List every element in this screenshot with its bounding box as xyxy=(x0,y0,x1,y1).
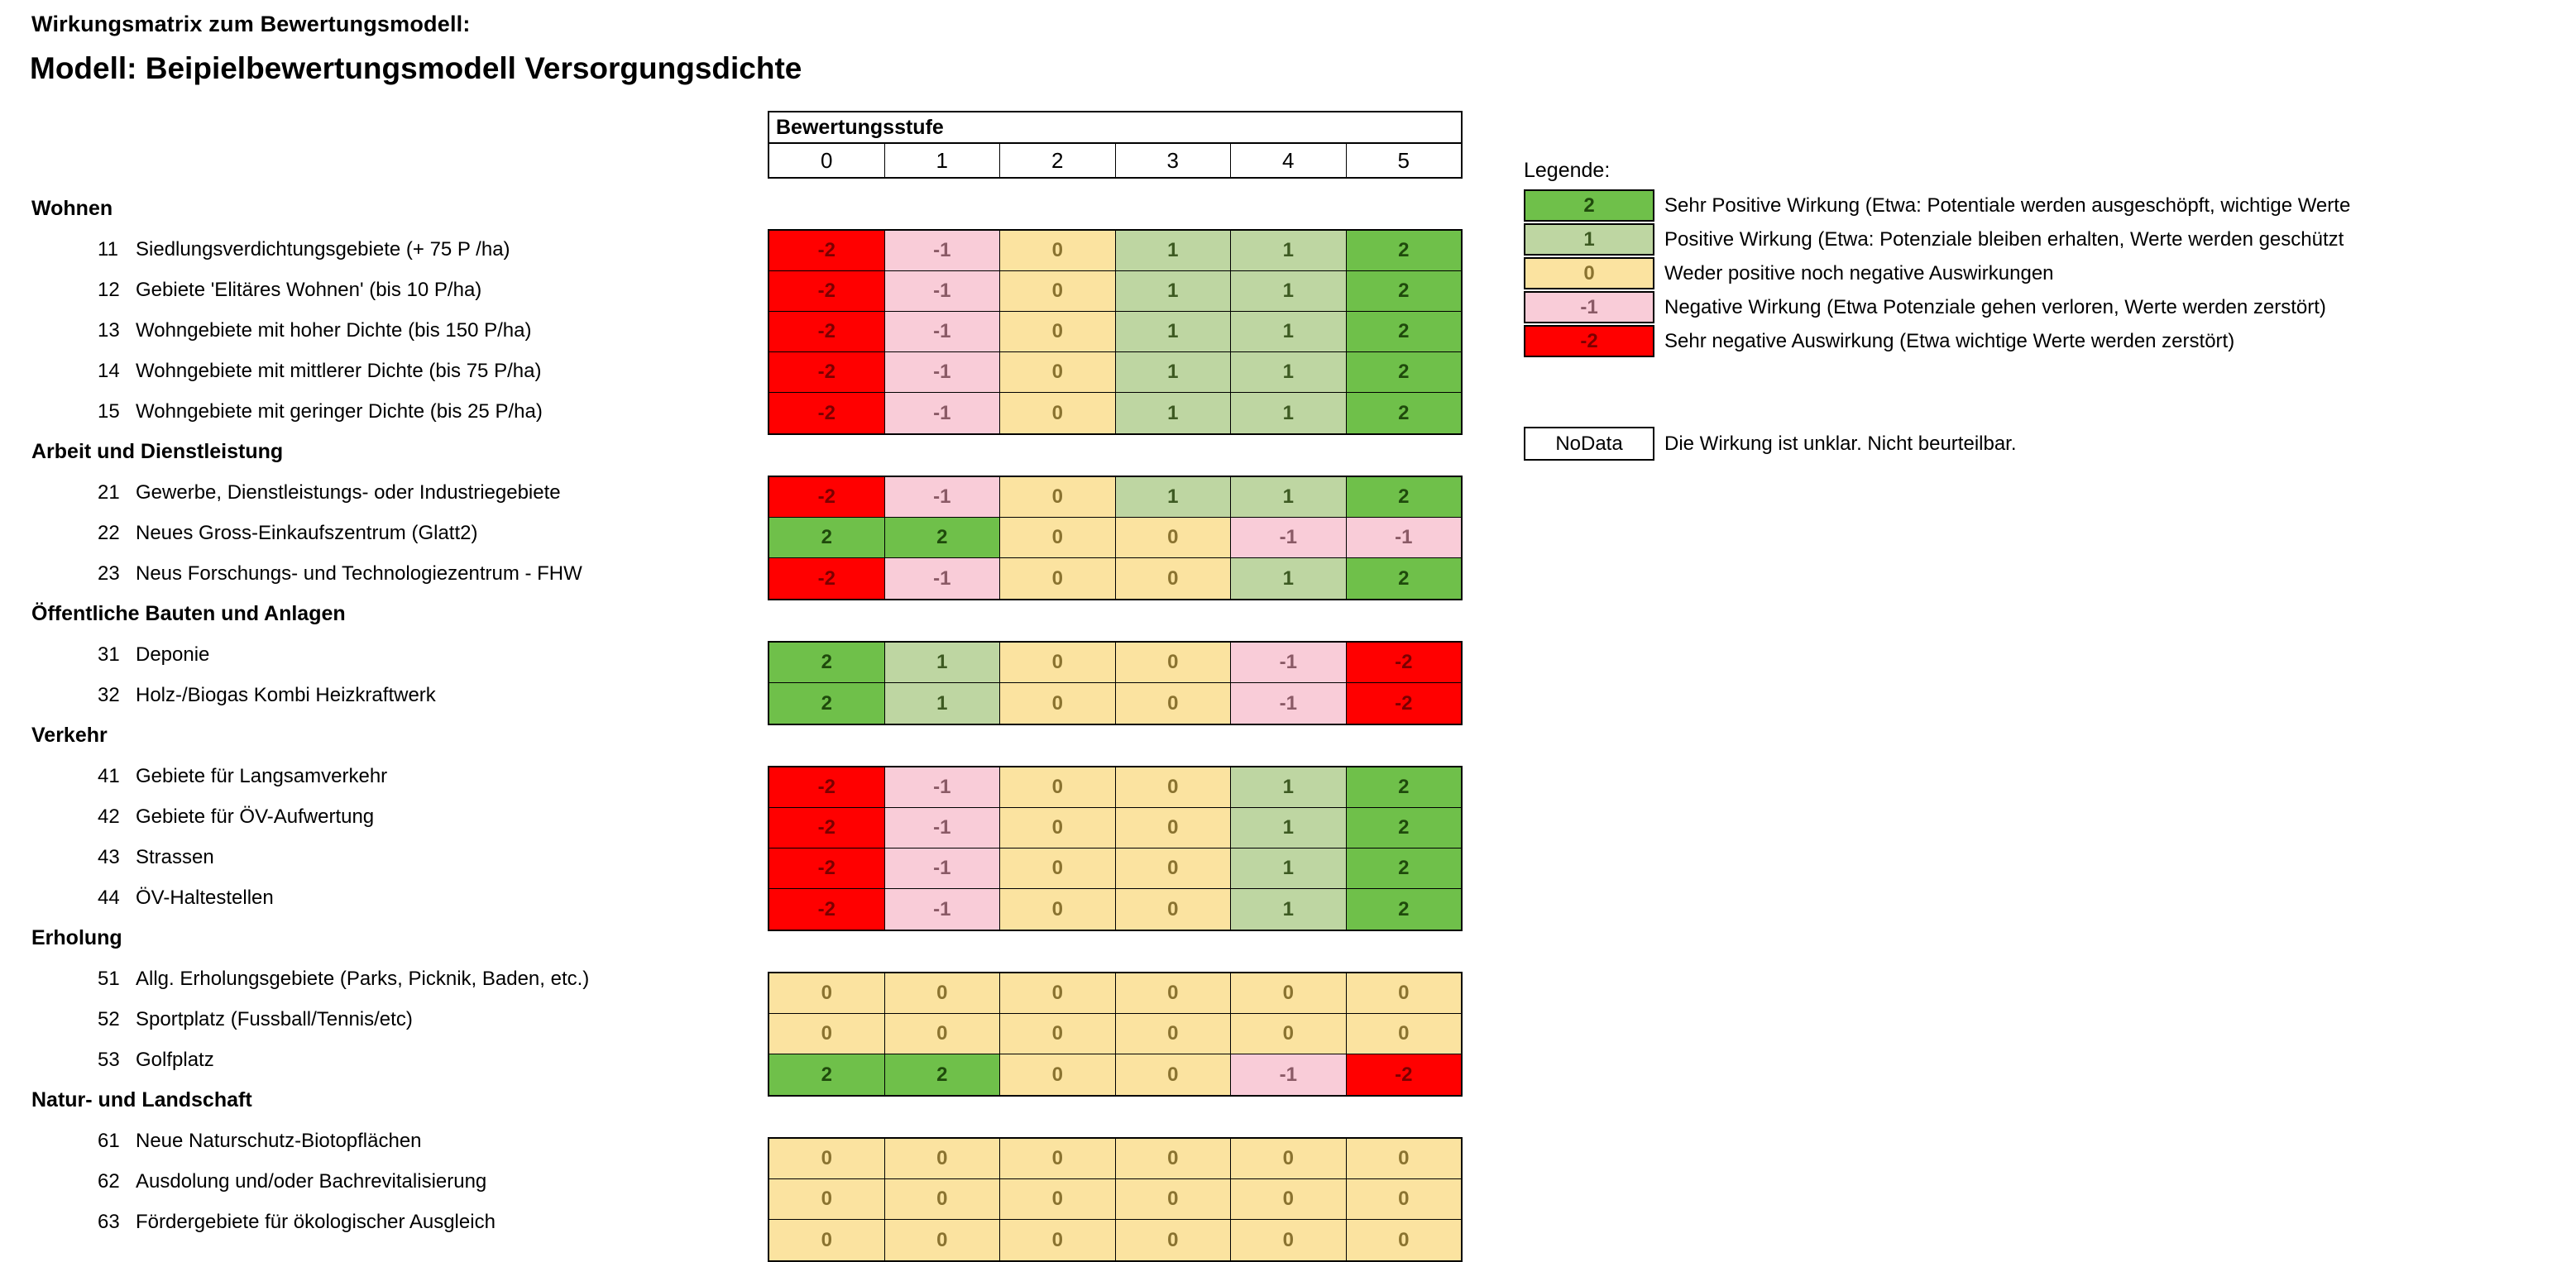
table-row xyxy=(769,1139,1461,1179)
matrix-cell: 0 xyxy=(1347,1014,1462,1054)
list-item xyxy=(0,553,761,594)
table-row xyxy=(769,889,1461,930)
row-label: Neus Forschungs- und Technologiezentrum - FHW xyxy=(136,562,582,585)
matrix-cell: 0 xyxy=(1116,558,1232,599)
row-number: 12 xyxy=(98,279,120,301)
legend-row xyxy=(1524,324,2350,358)
matrix-cell: -1 xyxy=(885,808,1001,848)
value-block xyxy=(768,766,1463,931)
row-label: Golfplatz xyxy=(136,1049,214,1071)
matrix-cell: 2 xyxy=(1347,231,1462,270)
legend-text: Sehr negative Auswirkung (Etwa wichtige Werte werden zerstört) xyxy=(1664,329,2235,352)
table-row xyxy=(769,352,1461,393)
matrix-cell: 0 xyxy=(1000,1179,1116,1219)
list-item xyxy=(0,472,761,513)
matrix-cell: 0 xyxy=(1231,973,1347,1013)
row-label: Gebiete für Langsamverkehr xyxy=(136,765,388,787)
matrix-cell: 0 xyxy=(885,1179,1001,1219)
matrix-cell: 2 xyxy=(769,683,885,724)
list-item xyxy=(0,391,761,432)
matrix-cell: -2 xyxy=(1347,643,1462,682)
matrix-cell: 0 xyxy=(1347,1139,1462,1178)
list-item xyxy=(0,877,761,918)
legend-row xyxy=(1524,290,2350,324)
table-row xyxy=(769,312,1461,352)
table-row xyxy=(769,393,1461,433)
matrix-cell: 0 xyxy=(885,973,1001,1013)
matrix-cell: 0 xyxy=(1000,271,1116,311)
list-item xyxy=(0,1121,761,1161)
matrix-cell: 1 xyxy=(1116,312,1232,351)
column-header-4: 4 xyxy=(1231,144,1347,177)
matrix-cell: 0 xyxy=(1116,518,1232,557)
matrix-cell: 0 xyxy=(1000,889,1116,930)
row-label: Ausdolung und/oder Bachrevitalisierung xyxy=(136,1170,487,1193)
matrix-row-labels xyxy=(0,189,761,1242)
row-number: 15 xyxy=(98,400,120,423)
matrix-cell: -2 xyxy=(1347,1054,1462,1095)
matrix-cell: 0 xyxy=(1000,393,1116,433)
matrix-cell: 1 xyxy=(1231,352,1347,392)
legend-nodata-swatch: NoData xyxy=(1524,427,1654,461)
matrix-cell: 0 xyxy=(1116,643,1232,682)
matrix-cell: 0 xyxy=(769,973,885,1013)
table-row xyxy=(769,1220,1461,1260)
matrix-cell: -2 xyxy=(769,889,885,930)
legend-text: Weder positive noch negative Auswirkungen xyxy=(1664,261,2054,284)
group-heading: Öffentliche Bauten und Anlagen xyxy=(31,602,346,625)
matrix-cell: 1 xyxy=(1116,352,1232,392)
matrix-cell: 1 xyxy=(1116,271,1232,311)
matrix-cell: 0 xyxy=(1116,1179,1232,1219)
matrix-cell: 2 xyxy=(885,518,1001,557)
matrix-cell: 0 xyxy=(1116,1220,1232,1260)
row-number: 51 xyxy=(98,968,120,990)
block-spacer xyxy=(768,189,1463,229)
matrix-cell: 0 xyxy=(1000,973,1116,1013)
matrix-column-headers xyxy=(768,144,1463,179)
row-label: Neues Gross-Einkaufszentrum (Glatt2) xyxy=(136,522,478,544)
matrix-cell: 2 xyxy=(769,518,885,557)
matrix-cell: 0 xyxy=(769,1220,885,1260)
matrix-cell: -1 xyxy=(885,477,1001,517)
group-heading: Verkehr xyxy=(31,724,108,747)
matrix-cell: -2 xyxy=(769,352,885,392)
row-number: 52 xyxy=(98,1008,120,1030)
document-subtitle: Wirkungsmatrix zum Bewertungsmodell: xyxy=(31,12,471,36)
matrix-cell: -2 xyxy=(1347,683,1462,724)
matrix-cell: 2 xyxy=(1347,271,1462,311)
group-heading: Wohnen xyxy=(31,197,113,220)
matrix-cell: 2 xyxy=(1347,352,1462,392)
matrix-cell: 0 xyxy=(1000,312,1116,351)
row-label: Sportplatz (Fussball/Tennis/etc) xyxy=(136,1008,413,1030)
list-item xyxy=(0,1202,761,1242)
row-number: 11 xyxy=(98,238,118,261)
matrix-cell: 2 xyxy=(769,643,885,682)
matrix-cell: 1 xyxy=(1231,889,1347,930)
matrix-cell: -2 xyxy=(769,477,885,517)
matrix-cell: -1 xyxy=(885,271,1001,311)
list-item xyxy=(0,999,761,1040)
matrix-cell: 0 xyxy=(1116,1014,1232,1054)
legend-text: Sehr Positive Wirkung (Etwa: Potentiale werden ausgeschöpft, wichtige Werte xyxy=(1664,194,2351,217)
list-item xyxy=(0,837,761,877)
group-heading: Erholung xyxy=(31,926,122,949)
matrix-cell: -1 xyxy=(1231,1054,1347,1095)
matrix-cell: 1 xyxy=(1231,271,1347,311)
matrix-cell: 1 xyxy=(1116,393,1232,433)
legend-text: Positive Wirkung (Etwa: Potenziale bleiben erhalten, Werte werden geschützt xyxy=(1664,227,2344,251)
row-number: 23 xyxy=(98,562,120,585)
table-row xyxy=(769,767,1461,808)
matrix-cell: -2 xyxy=(769,231,885,270)
table-row xyxy=(769,518,1461,558)
column-header-3: 3 xyxy=(1116,144,1232,177)
matrix-cell: 1 xyxy=(1231,808,1347,848)
row-number: 13 xyxy=(98,319,120,342)
matrix-header-label: Bewertungsstufe xyxy=(776,115,944,139)
row-number: 32 xyxy=(98,684,120,706)
row-label: Gebiete für ÖV-Aufwertung xyxy=(136,805,375,828)
matrix-cell: 1 xyxy=(1231,849,1347,888)
row-number: 42 xyxy=(98,805,120,828)
matrix-header-bewertungsstufe xyxy=(768,111,1463,144)
matrix-cell: 0 xyxy=(1000,477,1116,517)
table-row xyxy=(769,1054,1461,1095)
legend-swatch: 1 xyxy=(1524,223,1654,256)
matrix-cell: -2 xyxy=(769,312,885,351)
list-item xyxy=(0,796,761,837)
matrix-cell: 2 xyxy=(1347,393,1462,433)
row-label: Holz-/Biogas Kombi Heizkraftwerk xyxy=(136,684,436,706)
matrix-cell: 1 xyxy=(1116,231,1232,270)
table-row xyxy=(769,808,1461,849)
row-label: Strassen xyxy=(136,846,214,868)
row-label: ÖV-Haltestellen xyxy=(136,887,274,909)
row-number: 22 xyxy=(98,522,120,544)
matrix-cell: 0 xyxy=(1347,1220,1462,1260)
matrix-cell: -2 xyxy=(769,393,885,433)
row-label: Siedlungsverdichtungsgebiete (+ 75 P /ha) xyxy=(136,238,510,261)
block-spacer xyxy=(768,1097,1463,1137)
legend-text: Negative Wirkung (Etwa Potenziale gehen verloren, Werte werden zerstört) xyxy=(1664,295,2326,318)
matrix-cell: 0 xyxy=(1000,643,1116,682)
matrix-cell: -1 xyxy=(1347,518,1462,557)
column-header-0: 0 xyxy=(769,144,885,177)
matrix-cell: -1 xyxy=(1231,518,1347,557)
matrix-cell: -1 xyxy=(885,889,1001,930)
matrix-cell: -1 xyxy=(885,393,1001,433)
matrix-cell: 0 xyxy=(1231,1139,1347,1178)
matrix-cell: 2 xyxy=(1347,477,1462,517)
row-number: 31 xyxy=(98,643,120,666)
table-row xyxy=(769,1014,1461,1054)
matrix-cell: 0 xyxy=(1116,683,1232,724)
row-label: Deponie xyxy=(136,643,210,666)
matrix-cell: 0 xyxy=(1000,683,1116,724)
list-item xyxy=(0,351,761,391)
legend-swatch: -2 xyxy=(1524,325,1654,357)
matrix-cell: 1 xyxy=(885,643,1001,682)
matrix-cell: 0 xyxy=(1116,1054,1232,1095)
legend-nodata-text: Die Wirkung ist unklar. Nicht beurteilbar. xyxy=(1664,432,2017,455)
list-item xyxy=(0,1161,761,1202)
row-number: 63 xyxy=(98,1211,120,1233)
matrix-cell: 1 xyxy=(1231,767,1347,807)
matrix-cell: 1 xyxy=(885,683,1001,724)
matrix-cell: 0 xyxy=(1116,889,1232,930)
row-number: 14 xyxy=(98,360,120,382)
matrix-cell: -1 xyxy=(885,312,1001,351)
table-row xyxy=(769,1179,1461,1220)
matrix-cell: 1 xyxy=(1116,477,1232,517)
block-spacer xyxy=(768,725,1463,766)
matrix-cell: 1 xyxy=(1231,477,1347,517)
list-item xyxy=(0,513,761,553)
row-label: Gewerbe, Dienstleistungs- oder Industriegebiete xyxy=(136,481,561,504)
value-block xyxy=(768,476,1463,600)
matrix-cell: 0 xyxy=(1000,849,1116,888)
group-heading: Arbeit und Dienstleistung xyxy=(31,440,284,463)
matrix-cell: -1 xyxy=(885,767,1001,807)
matrix-cell: 0 xyxy=(1000,518,1116,557)
value-block xyxy=(768,1137,1463,1262)
row-label: Gebiete 'Elitäres Wohnen' (bis 10 P/ha) xyxy=(136,279,482,301)
matrix-cell: 2 xyxy=(1347,808,1462,848)
legend-title: Legende: xyxy=(1524,159,1611,182)
matrix-cell: 2 xyxy=(1347,889,1462,930)
list-item xyxy=(0,270,761,310)
row-label: Wohngebiete mit geringer Dichte (bis 25 P/ha) xyxy=(136,400,543,423)
list-item xyxy=(0,229,761,270)
matrix-cell: 1 xyxy=(1231,393,1347,433)
row-label: Neue Naturschutz-Biotopflächen xyxy=(136,1130,422,1152)
legend-swatch: 0 xyxy=(1524,257,1654,289)
list-item xyxy=(0,675,761,715)
matrix-cell: -2 xyxy=(769,808,885,848)
matrix-cell: 0 xyxy=(1000,231,1116,270)
matrix-cell: 1 xyxy=(1231,312,1347,351)
table-row xyxy=(769,849,1461,889)
row-label: Wohngebiete mit mittlerer Dichte (bis 75 P/ha) xyxy=(136,360,542,382)
list-item xyxy=(0,1040,761,1080)
block-spacer xyxy=(768,600,1463,641)
matrix-cell: 2 xyxy=(885,1054,1001,1095)
matrix-cell: 0 xyxy=(885,1014,1001,1054)
value-block xyxy=(768,229,1463,435)
row-number: 53 xyxy=(98,1049,120,1071)
matrix-cell: 0 xyxy=(1116,849,1232,888)
legend-nodata-row xyxy=(1524,427,2017,461)
table-row xyxy=(769,643,1461,683)
matrix-cell: -2 xyxy=(769,767,885,807)
matrix-cell: -2 xyxy=(769,271,885,311)
matrix-cell: 0 xyxy=(1000,808,1116,848)
page-title: Modell: Beipielbewertungsmodell Versorgungsdichte xyxy=(30,51,802,85)
matrix-cell: 0 xyxy=(1347,973,1462,1013)
list-item xyxy=(0,756,761,796)
matrix-cell: 0 xyxy=(1000,352,1116,392)
matrix-cell: 0 xyxy=(1231,1014,1347,1054)
table-row xyxy=(769,231,1461,271)
row-number: 44 xyxy=(98,887,120,909)
matrix-cell: 2 xyxy=(1347,767,1462,807)
matrix-cell: 0 xyxy=(1000,1014,1116,1054)
matrix-cell: 0 xyxy=(885,1139,1001,1178)
table-row xyxy=(769,558,1461,599)
matrix-cell: 2 xyxy=(769,1054,885,1095)
matrix-cell: -1 xyxy=(885,558,1001,599)
column-header-1: 1 xyxy=(885,144,1001,177)
matrix-cell: 0 xyxy=(1116,1139,1232,1178)
group-heading: Natur- und Landschaft xyxy=(31,1088,252,1111)
row-number: 41 xyxy=(98,765,120,787)
legend-swatch: -1 xyxy=(1524,291,1654,323)
matrix-cell: 0 xyxy=(1116,767,1232,807)
table-row xyxy=(769,477,1461,518)
legend-row xyxy=(1524,256,2350,290)
row-number: 61 xyxy=(98,1130,120,1152)
matrix-cell: 0 xyxy=(1000,558,1116,599)
matrix-cell: 0 xyxy=(1116,973,1232,1013)
list-item xyxy=(0,634,761,675)
table-row xyxy=(769,271,1461,312)
value-block xyxy=(768,641,1463,725)
block-spacer xyxy=(768,931,1463,972)
matrix-cell: 0 xyxy=(1000,1220,1116,1260)
matrix-cell: 0 xyxy=(769,1179,885,1219)
value-block xyxy=(768,972,1463,1097)
matrix-cell: 0 xyxy=(769,1014,885,1054)
block-spacer xyxy=(768,435,1463,476)
table-row xyxy=(769,973,1461,1014)
column-header-2: 2 xyxy=(1000,144,1116,177)
row-number: 43 xyxy=(98,846,120,868)
row-label: Wohngebiete mit hoher Dichte (bis 150 P/ha) xyxy=(136,319,532,342)
matrix-cell: -1 xyxy=(1231,643,1347,682)
matrix-cell: 0 xyxy=(1000,1139,1116,1178)
matrix-cell: 1 xyxy=(1231,231,1347,270)
matrix-cell: 0 xyxy=(885,1220,1001,1260)
matrix-cell: 0 xyxy=(1347,1179,1462,1219)
legend xyxy=(1524,189,2350,358)
matrix-value-blocks xyxy=(768,189,1463,1262)
table-row xyxy=(769,683,1461,724)
matrix-cell: 2 xyxy=(1347,849,1462,888)
legend-row xyxy=(1524,189,2350,222)
matrix-cell: 0 xyxy=(1000,1054,1116,1095)
matrix-cell: -1 xyxy=(885,849,1001,888)
matrix-cell: 0 xyxy=(1231,1179,1347,1219)
matrix-cell: -2 xyxy=(769,558,885,599)
row-number: 62 xyxy=(98,1170,120,1193)
matrix-cell: -1 xyxy=(885,231,1001,270)
legend-row xyxy=(1524,222,2350,256)
legend-swatch: 2 xyxy=(1524,189,1654,222)
matrix-cell: 0 xyxy=(769,1139,885,1178)
matrix-cell: 0 xyxy=(1000,767,1116,807)
matrix-cell: -1 xyxy=(1231,683,1347,724)
row-label: Allg. Erholungsgebiete (Parks, Picknik, Baden, etc.) xyxy=(136,968,590,990)
matrix-cell: 0 xyxy=(1116,808,1232,848)
matrix-cell: 2 xyxy=(1347,312,1462,351)
matrix-cell: 1 xyxy=(1231,558,1347,599)
matrix-cell: -1 xyxy=(885,352,1001,392)
column-header-5: 5 xyxy=(1397,147,1410,173)
matrix-cell: 2 xyxy=(1347,558,1462,599)
row-label: Fördergebiete für ökologischer Ausgleich xyxy=(136,1211,496,1233)
matrix-cell: 0 xyxy=(1231,1220,1347,1260)
matrix-cell: -2 xyxy=(769,849,885,888)
row-number: 21 xyxy=(98,481,120,504)
list-item xyxy=(0,310,761,351)
list-item xyxy=(0,958,761,999)
